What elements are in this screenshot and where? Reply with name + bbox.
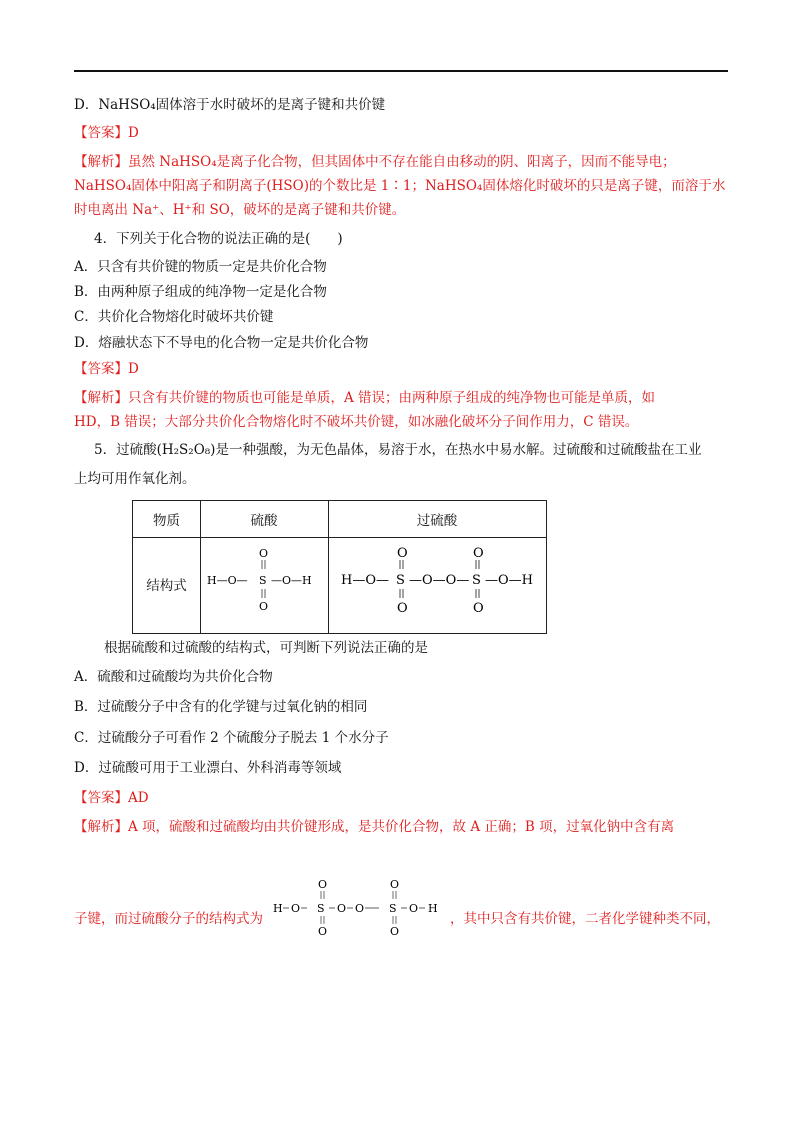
persulfuric-inline-structure [270,876,450,938]
analysis-label: 【解析】 [74,154,128,170]
analysis-label: 【解析】 [74,390,128,406]
persulfuric-bottom-oxygen-2: O [473,601,484,616]
analysis-q4-line2: HD，B 错误；大部分共价化合物熔化时不破坏共价键，如冰融化破坏分子间作用力，C 错误。 [74,414,639,430]
answer-label: 【答案】 [74,790,128,806]
q4-option-b: B．由两种原子组成的纯净物一定是化合物 [74,284,327,300]
analysis-q3-line1 [74,153,734,171]
inline-h-right: H [428,902,438,915]
persulfuric-sulfur-2: S [472,573,481,588]
inline-o-bottom-2: O [390,925,400,938]
inline-o-3: O [355,902,365,915]
q4-option-a: A．只含有共价键的物质一定是共价化合物 [74,259,327,275]
inline-o-2: O [337,902,347,915]
answer-value: AD [128,790,149,806]
persulfuric-top-oxygen-2: O [473,546,484,561]
persulfuric-right-group: —O—H [485,573,533,588]
persulfuric-sulfur-1: S [396,573,405,588]
answer-q3 [74,124,734,142]
persulfuric-left-group: H—O— [341,573,389,588]
inline-o-top-1: O [318,878,328,891]
analysis-text: A 项，硫酸和过硫酸均由共价键形成，是共价化合物，故 A 正确；B 项，过氧化钠中含有离 [128,819,675,835]
q5-option-b: B．过硫酸分子中含有的化学键与过氧化钠的相同 [74,699,368,715]
table-header-persulfuric: 过硫酸 [416,513,458,529]
analysis-q5-line2b: ，其中只含有共价键，二者化学键种类不同， [450,911,720,927]
analysis-text: 虽然 NaHSO₄是离子化合物，但其固体中不存在能自由移动的阴、阳离子，因而不能导电； [128,154,676,170]
question-5-line1: 5．过硫酸(H₂S₂O₈)是一种强酸，为无色晶体，易溶于水，在热水中易水解。过硫酸和过硫酸盐在工业 [94,442,702,458]
persulfuric-acid-structure [329,538,546,633]
answer-label: 【答案】 [74,125,128,141]
option-d-q3: D．NaHSO₄固体溶于水时破坏的是离子键和共价键 [74,97,386,113]
persulfuric-top-oxygen-1: O [397,546,408,561]
question-5-line2: 上均可用作氧化剂。 [74,471,196,487]
header-rule [74,70,728,72]
q5-option-a: A．硫酸和过硫酸均为共价化合物 [74,669,273,685]
q5-option-d: D．过硫酸可用于工业漂白、外科消毒等领域 [74,760,342,776]
sulfuric-sulfur: S [259,574,267,587]
inline-s-2: S [389,902,397,915]
analysis-q3-line3: 时电离出 Na⁺、H⁺和 SO，破坏的是离子键和共价键。 [74,202,406,218]
inline-o-bottom-1: O [318,925,328,938]
inline-o-top-2: O [390,878,400,891]
sulfuric-top-oxygen: O [259,547,269,560]
analysis-text: 只含有共价键的物质也可能是单质，A 错误；由两种原子组成的纯净物也可能是单质，如 [128,390,656,406]
analysis-label: 【解析】 [74,819,128,835]
answer-q4 [74,360,734,378]
q4-option-c: C．共价化合物熔化时破坏共价键 [74,309,274,325]
analysis-q4-line1 [74,389,734,407]
sulfuric-left-group: H—O— [207,574,248,587]
answer-q5 [74,789,734,807]
inline-h-left: H [273,902,283,915]
persulfuric-bottom-oxygen-1: O [397,601,408,616]
q5-option-c: C．过硫酸分子可看作 2 个硫酸分子脱去 1 个水分子 [74,730,389,746]
persulfuric-peroxide-bridge: —O—O— [409,573,470,588]
answer-value: D [128,361,139,377]
analysis-q5-line2a: 子键，而过硫酸分子的结构式为 [74,911,263,927]
analysis-q5-line1 [74,818,734,836]
sulfuric-bottom-oxygen: O [259,600,269,613]
answer-label: 【答案】 [74,361,128,377]
answer-value: D [128,125,139,141]
question-5-stem: 根据硫酸和过硫酸的结构式，可判断下列说法正确的是 [104,640,428,656]
inline-o-4: O [409,902,419,915]
table-header-substance: 物质 [153,513,180,529]
question-4: 4．下列关于化合物的说法正确的是( ) [94,231,343,247]
sulfuric-right-group: —O—H [271,574,312,587]
sulfuric-acid-structure [201,538,328,633]
inline-s-1: S [317,902,325,915]
analysis-q3-line2: NaHSO₄固体中阳离子和阴离子(HSO)的个数比是 1∶1；NaHSO₄固体熔化时破坏的只是离子键，而溶于水 [74,178,726,194]
table-header-sulfuric: 硫酸 [250,513,278,529]
structure-table [132,500,547,634]
q4-option-d: D．熔融状态下不导电的化合物一定是共价化合物 [74,335,369,351]
inline-o-1: O [291,902,301,915]
table-row-label: 结构式 [146,578,187,594]
